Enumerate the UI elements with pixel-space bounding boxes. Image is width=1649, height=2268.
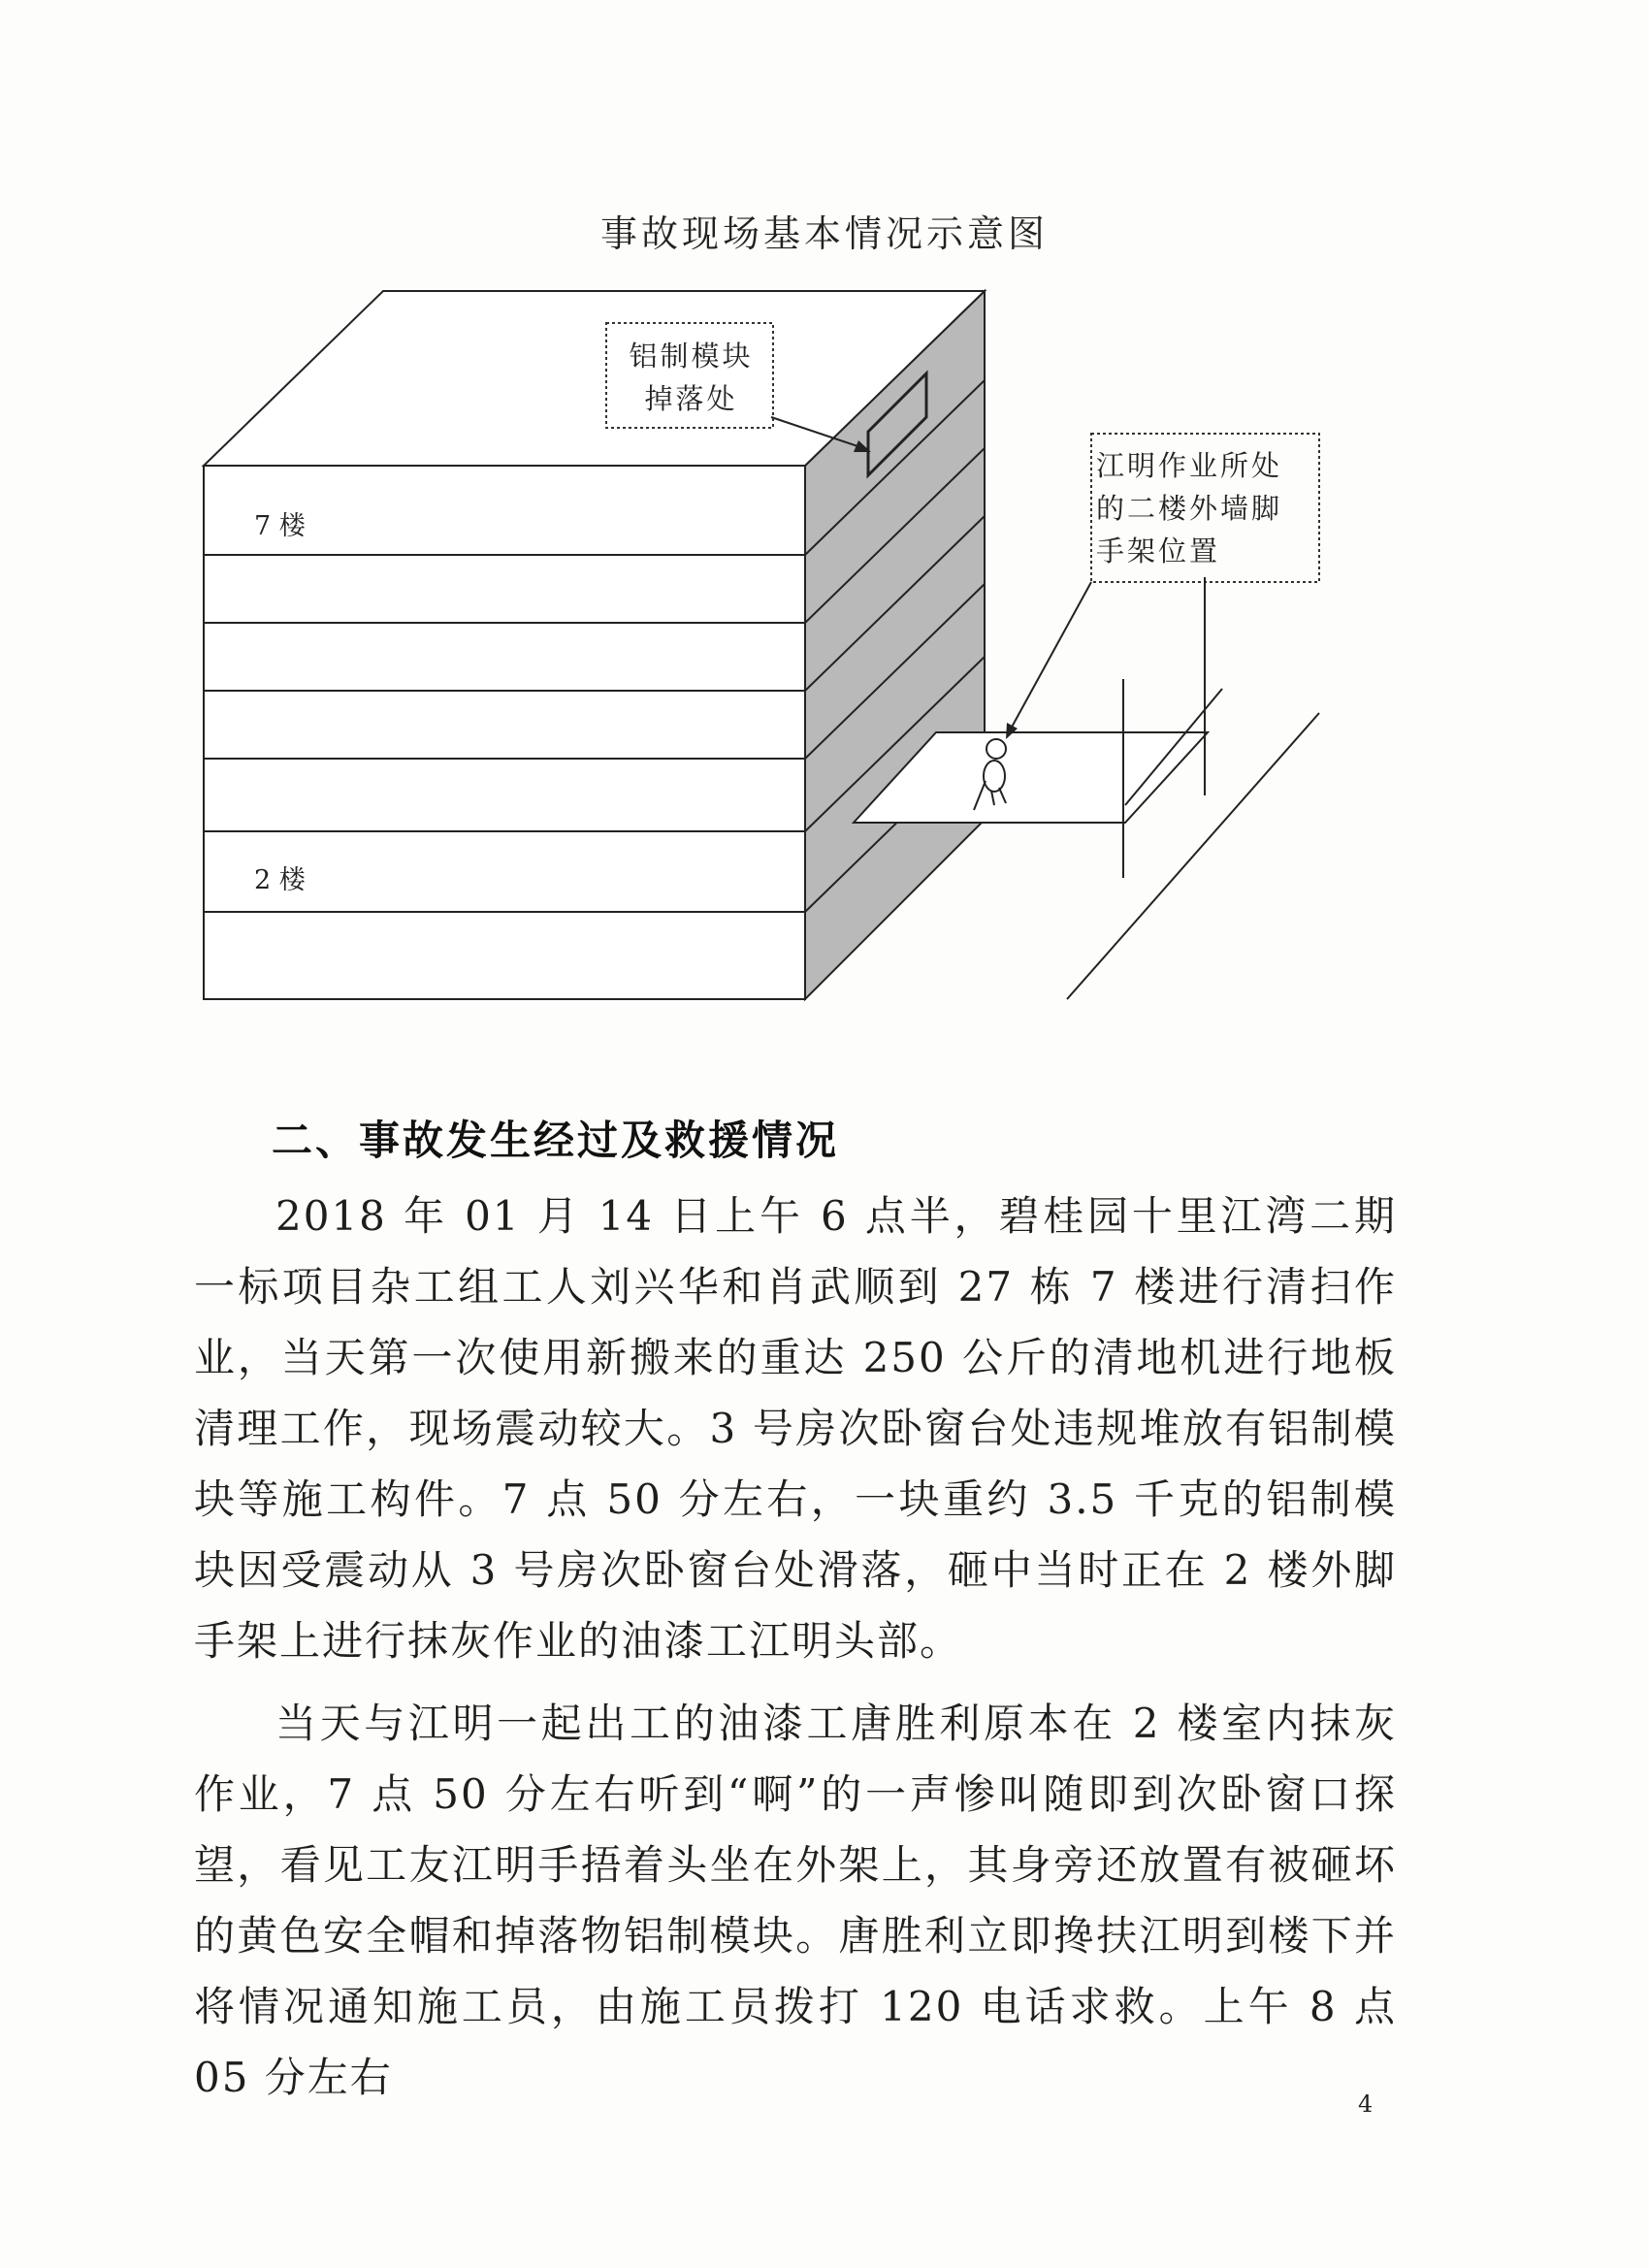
paragraph-2: 当天与江明一起出工的油漆工唐胜利原本在 2 楼室内抹灰作业，7 点 50 分左右听到“啊”的一声惨叫随即到次卧窗口探望，看见工友江明手捂着头坐在外架上，其身旁还放置有被砸坏的黄色安全帽和掉落物铝制模块。唐胜利立即搀扶江明到楼下并将情况通知施工员，由施工员拨打 120 电话求救。上午 8 点 05 分左右 — [194, 1700, 1397, 2101]
callout-worker-location — [1096, 444, 1317, 572]
body-text — [194, 1181, 1397, 2113]
scaffold-poles — [1123, 577, 1205, 878]
callout-worker-line-1: 江明作业所处 — [1096, 449, 1283, 482]
accident-site-diagram — [0, 0, 1649, 1028]
building-schematic — [0, 0, 1649, 1028]
figure-title: 事故现场基本情况示意图 — [599, 212, 1049, 255]
section-heading: 二、事故发生经过及救援情况 — [272, 1117, 840, 1164]
callout-fall-location — [611, 335, 771, 420]
callout-worker-line-3: 手架位置 — [1096, 535, 1221, 567]
floor-label-2: 2 楼 — [254, 865, 306, 895]
page-number: 4 — [1358, 2090, 1374, 2118]
building-front-face — [204, 466, 805, 999]
callout-fall-line-1: 铝制模块 — [629, 340, 754, 373]
callout-worker-line-2: 的二楼外墙脚 — [1096, 492, 1283, 525]
callout-fall-line-2: 掉落处 — [644, 382, 738, 415]
floor-label-7: 7 楼 — [254, 511, 306, 541]
paragraph-1: 2018 年 01 月 14 日上午 6 点半，碧桂园十里江湾二期一标项目杂工组工人刘兴华和肖武顺到 27 栋 7 楼进行清扫作业，当天第一次使用新搬来的重达 250 公斤的清地机进行地板清理工作，现场震动较大。3 号房次卧窗台处违规堆放有铝制模块等施工构件。7 点 50 分左右，一块重约 3.5 千克的铝制模块因受震动从 3 号房次卧窗台处滑落，砸中当时正在 2 楼外脚手架上进行抹灰作业的油漆工江明头部。 — [194, 1192, 1397, 1665]
